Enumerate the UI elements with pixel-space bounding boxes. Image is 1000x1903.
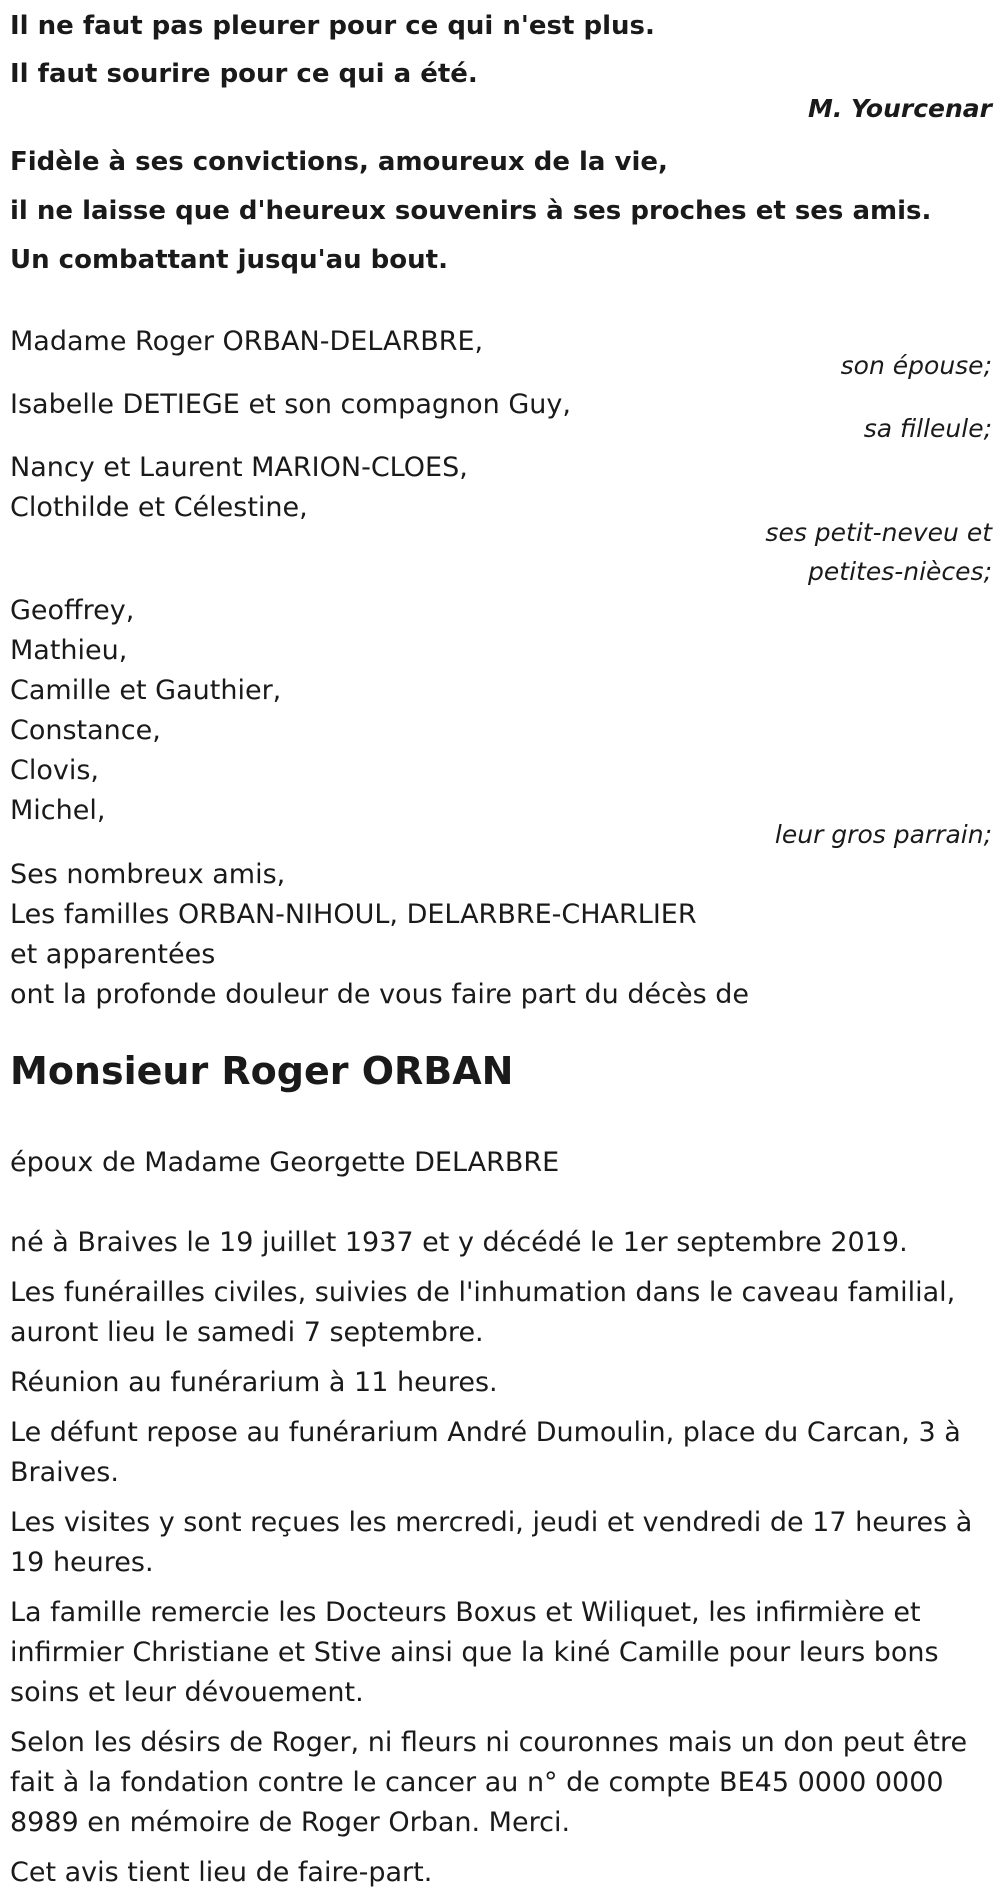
detail-notice: Cet avis tient lieu de faire-part. bbox=[10, 1857, 433, 1888]
memorial-line-2: il ne laisse que d'heureux souvenirs à ses proches et ses amis. bbox=[10, 196, 932, 226]
godson-name-6: Michel, bbox=[10, 795, 106, 826]
detail-thanks: La famille remercie les Docteurs Boxus et Wiliquet, les infirmière et infirmier Christiane et Stive ainsi que la kiné Camille pour leurs bons soins et leur dévouement. bbox=[10, 1597, 939, 1708]
godson-name-3: Camille et Gauthier, bbox=[10, 675, 282, 706]
goddaughter-name: Isabelle DETIEGE et son compagnon Guy, bbox=[10, 389, 571, 420]
detail-donation: Selon les désirs de Roger, ni fleurs ni couronnes mais un don peut être fait à la fondation contre le cancer au n° de compte BE45 0000 0000 8989 en mémoire de Roger Orban. Merci. bbox=[10, 1727, 968, 1838]
detail-funeral: Les funérailles civiles, suivies de l'inhumation dans le caveau familial, auront lieu le samedi 7 septembre. bbox=[10, 1277, 956, 1348]
detail-visits: Les visites y sont reçues les mercredi, jeudi et vendredi de 17 heures à 19 heures. bbox=[10, 1507, 973, 1578]
others-line-1: Ses nombreux amis, bbox=[10, 859, 286, 890]
spouse-name: Madame Roger ORBAN-DELARBRE, bbox=[10, 326, 484, 357]
grandniece-relation-2: petites-nièces; bbox=[808, 557, 992, 586]
quote-author: M. Yourcenar bbox=[807, 94, 992, 123]
grandniece-name-2: Clothilde et Célestine, bbox=[10, 492, 308, 523]
detail-repose: Le défunt repose au funérarium André Dumoulin, place du Carcan, 3 à Braives. bbox=[10, 1417, 961, 1488]
others-line-4: ont la profonde douleur de vous faire part du décès de bbox=[10, 979, 749, 1010]
detail-birth-death: né à Braives le 19 juillet 1937 et y décédé le 1er septembre 2019. bbox=[10, 1227, 908, 1258]
grandniece-name-1: Nancy et Laurent MARION-CLOES, bbox=[10, 452, 468, 483]
quote-line-1: Il ne faut pas pleurer pour ce qui n'est plus. bbox=[10, 11, 655, 41]
godson-name-1: Geoffrey, bbox=[10, 595, 135, 626]
godson-name-4: Constance, bbox=[10, 715, 161, 746]
grandniece-relation-1: ses petit-neveu et bbox=[765, 518, 992, 547]
detail-reunion: Réunion au funérarium à 11 heures. bbox=[10, 1367, 498, 1398]
memorial-line-1: Fidèle à ses convictions, amoureux de la vie, bbox=[10, 147, 668, 177]
others-line-3: et apparentées bbox=[10, 939, 216, 970]
godson-relation: leur gros parrain; bbox=[774, 820, 992, 849]
quote-line-2: Il faut sourire pour ce qui a été. bbox=[10, 59, 478, 89]
spouse-relation: son épouse; bbox=[840, 351, 992, 380]
deceased-spouse-line: époux de Madame Georgette DELARBRE bbox=[10, 1147, 560, 1178]
godson-name-5: Clovis, bbox=[10, 755, 100, 786]
memorial-line-3: Un combattant jusqu'au bout. bbox=[10, 245, 448, 275]
others-line-2: Les familles ORBAN-NIHOUL, DELARBRE-CHARLIER bbox=[10, 899, 697, 930]
godson-name-2: Mathieu, bbox=[10, 635, 128, 666]
deceased-name: Monsieur Roger ORBAN bbox=[10, 1049, 514, 1093]
goddaughter-relation: sa filleule; bbox=[863, 414, 992, 443]
